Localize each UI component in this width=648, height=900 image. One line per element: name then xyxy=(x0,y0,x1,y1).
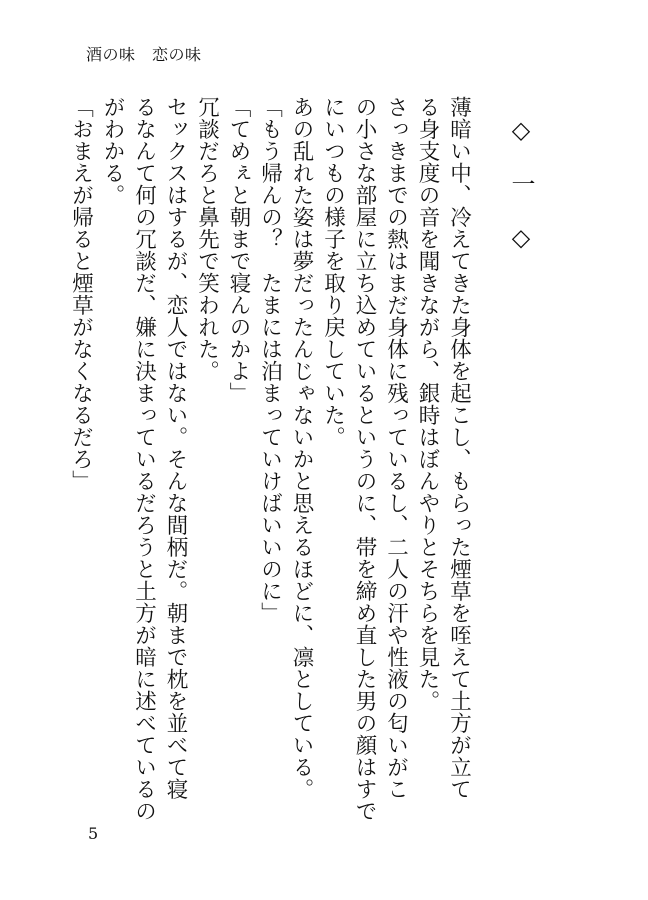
body-text xyxy=(65,96,536,822)
text-line: にいつもの様子を取り戻していた。 xyxy=(320,96,346,448)
text-line: 「もう帰んの？ たまには泊まっていけばいいのに」 xyxy=(257,96,283,624)
text-line: 「おまえが帰ると煙草がなくなるだろ」 xyxy=(68,96,94,492)
text-line: る身支度の音を聞きながら、銀時はぼんやりとそちらを見た。 xyxy=(415,96,440,712)
text-line: 冗談だろと鼻先で笑われた。 xyxy=(194,96,220,382)
text-line: がわかる。 xyxy=(100,96,125,206)
text-line: あの乱れた姿は夢だったんじゃないかと思えるほどに、凛としている。 xyxy=(289,96,314,800)
running-head: 酒の味 恋の味 xyxy=(86,45,202,64)
text-line: 「てめぇと朝まで寝んのかよ」 xyxy=(226,96,251,404)
text-line: の小さな部屋に立ち込めているというのに、帯を締め直した男の顔はすで xyxy=(352,96,377,822)
text-line: 薄暗い中、冷えてきた身体を起こし、もらった煙草を咥えて土方が立て xyxy=(446,96,472,800)
text-line: セックスはするが、恋人ではない。そんな間柄だ。朝まで枕を並べて寝 xyxy=(163,96,188,800)
page-number: 5 xyxy=(88,824,99,843)
text-line: るなんて何の冗談だ、嫌に決まっているだろうと土方が暗に述べているの xyxy=(131,96,157,822)
text-line: さっきまでの熱はまだ身体に残っているし、二人の汗や性液の匂いがこ xyxy=(383,96,409,800)
chapter-mark: ◇ 一 ◇ xyxy=(507,116,535,262)
